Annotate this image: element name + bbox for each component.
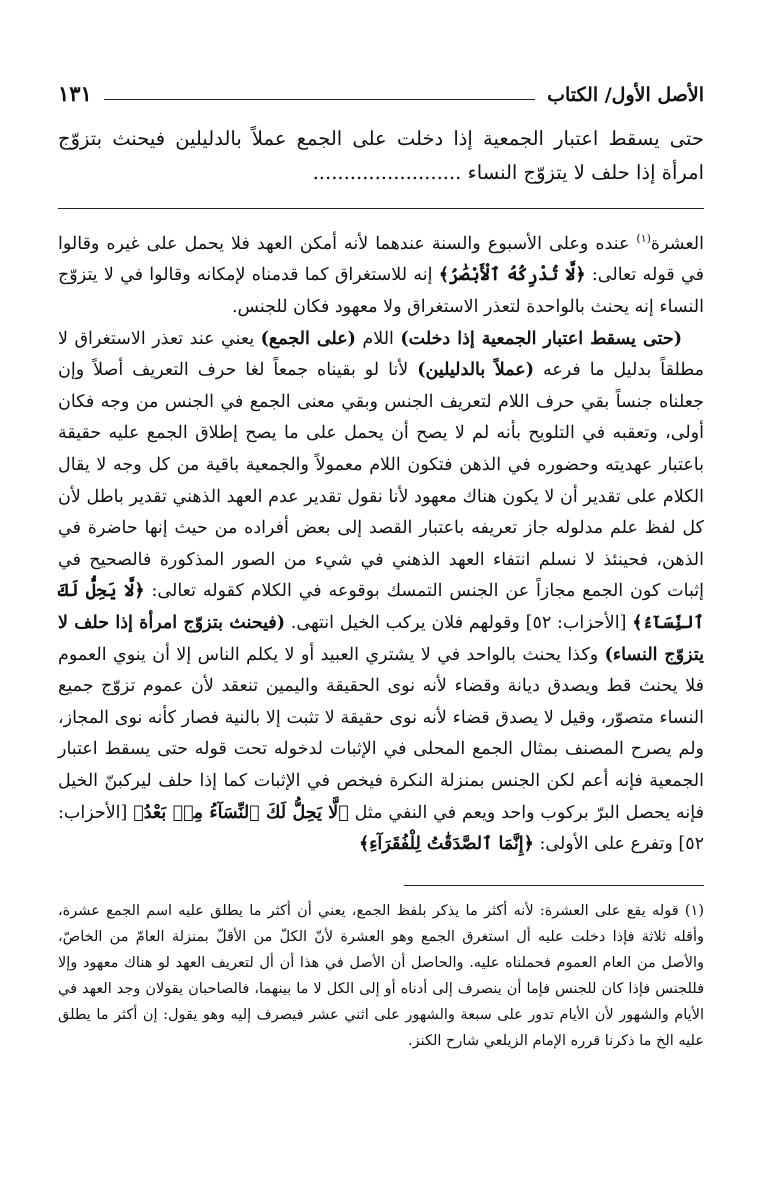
matn-quote: (على الجمع)	[260, 328, 356, 349]
body-text-span: وكذا يحنث بالواحد في لا يشتري العبيد أو لا يكلم الناس إلا أن ينوي العموم فلا يحنث قط ويصدق ديانة وقضاء لأنه نوى الحقيقة واليمين تنعقد لأن عموم تزوّج جميع النساء متصوّر، وقيل لا يصدق قضاء لأنه نوى حقيقة لا تثبت إلا بالنية فصار كأنه نوى المجاز، ولم يصرح المصنف بمثال الجمع المحلى في الإثبات لدخوله تحت قوله حتى يسقط اعتبار الجمعية فإنه أعم لكن الجنس بمنزلة النكرة فيخص في الإثبات كما إذا حلف ليركبنّ الخيل فإنه يحصل البرّ بركوب واحد ويعم في النفي مثل	[58, 644, 704, 823]
matn-line: حتى يسقط اعتبار الجمعية إذا دخلت على الجمع عملاً بالدليلين فيحنث بتزوّج امرأة إذا حلف لا يتزوّج النساء	[58, 127, 704, 184]
footnote: (١) قوله يقع على العشرة: لأنه أكثر ما يذكر بلفظ الجمع، يعني أن أكثر ما يطلق عليه اسم الجمع عشرة، وأقله ثلاثة فإذا دخلت عليه أل استغرق الجمع وهو العشرة لأنّ الكلّ من الأقلّ بمنزلة العامّ من الخاصّ، والأصل من العام العموم فحملناه عليه. والحاصل أن الأصل في هذا أن أل لتعريف العهد لو هناك معهود وإلا فللجنس فإذا كان للجنس فإما أن ينصرف إلى أدناه أو إلى الكل لا ما بينهما، فالصاحبان يقولان وجد العهد في الأيام والشهور لأن الأيام تدور على سبعة والشهور على اثني عشر فيصرف إليه وهو يقول: إن أكثر ما يطلق عليه الخ ما ذكرنا قرره الإمام الزيلعي شارح الكنز.	[58, 902, 704, 1049]
quran-verse: ﴿إِنَّمَا ٱلصَّدَقَٰتُ لِلْفُقَرَآءِ﴾	[358, 834, 534, 855]
matn-separator	[58, 208, 704, 209]
quran-verse: ﴿لَّا تُدْرِكُهُ ٱلْأَبْصَٰرُ﴾	[438, 265, 586, 286]
body-text-span: عنده وعلى الأسبوع والسنة عندهما لأنه أمكن العهد فلا يحمل على غيره وقالوا في قوله تعالى:	[58, 233, 704, 286]
page-header	[58, 78, 704, 106]
header-rule	[104, 99, 535, 100]
running-title: الأصل الأول/ الكتاب	[547, 84, 704, 106]
matn-text	[58, 122, 704, 190]
body-text-span: لأنا لو بقيناه جمعاً لغا حرف التعريف أصلاً وإن جعلناه جنساً بقي حرف اللام لتعريف الجنس وبقي معنى الجمع في الجنس من وجه فكان أولى، وتعقبه في التلويح بأنه لم لا يصح أن يحمل على ما يصح إطلاق الجمع عليه حقيقة باعتبار عهديته وحضوره في الذهن فتكون اللام معمولاً والجمعية باقية من كل وجه لا يقال الكلام على تقدير أن لا يكون هناك معهود لأنا نقول تقدير عدم العهد الذهني تقدير باطل لأن كل لفظ علم مدلوله جاز تعريفه باعتبار القصد إلى بعض أفراده من حيث إنها حاضرة في الذهن، فحينئذ لا نسلم انتفاء العهد الذهني في شيء من الصور المذكورة فالصحيح في إثبات كون الجمع مجازاً عن الجنس التمسك بوقوعه في الكلام كقوله تعالى:	[58, 360, 704, 602]
footnote-ref: (١)	[636, 232, 651, 245]
body-text-span: إنه للاستغراق كما قدمناه لإمكانه وقالوا في لا يتزوّج النساء إنه يحنث بالواحدة لتعذر الاستغراق ولا معهود فكان للجنس.	[58, 265, 704, 318]
matn-dots: ........................	[312, 161, 462, 184]
matn-quote: (عملاً بالدليلين)	[417, 360, 534, 381]
paragraph-2	[58, 324, 704, 861]
matn-quote: (فيحنث بتزوّج امرأة إذا حلف لا يتزوّج النساء)	[58, 612, 704, 665]
quran-verse: ﴿لَّا يَحِلُّ لَكَ ٱلنِّسَآءُ﴾	[58, 581, 704, 633]
quran-verse: ﴿لَّا يَحِلُّ لَكَ ٱلنِّسَآءُ مِنۢ بَعْدُ﴾	[133, 802, 349, 823]
body-text-span: العشرة	[650, 233, 704, 254]
paragraph-1	[58, 223, 704, 324]
page-number: ١٣١	[58, 81, 92, 106]
body-text-span: [الأحزاب: ٥٢] وقولهم فلان يركب الخيل انتهى.	[285, 612, 633, 633]
commentary-body	[58, 223, 704, 861]
footnote-separator	[404, 885, 704, 886]
body-text-span: [الأحزاب: ٥٢] وتفرع على الأولى:	[58, 802, 704, 855]
body-text-span: يعني عند تعذر الاستغراق لا مطلقاً بدليل ما فرعه	[58, 328, 704, 381]
matn-quote: (حتى يسقط اعتبار الجمعية إذا دخلت)	[400, 328, 682, 349]
body-text-span: اللام	[355, 328, 401, 349]
